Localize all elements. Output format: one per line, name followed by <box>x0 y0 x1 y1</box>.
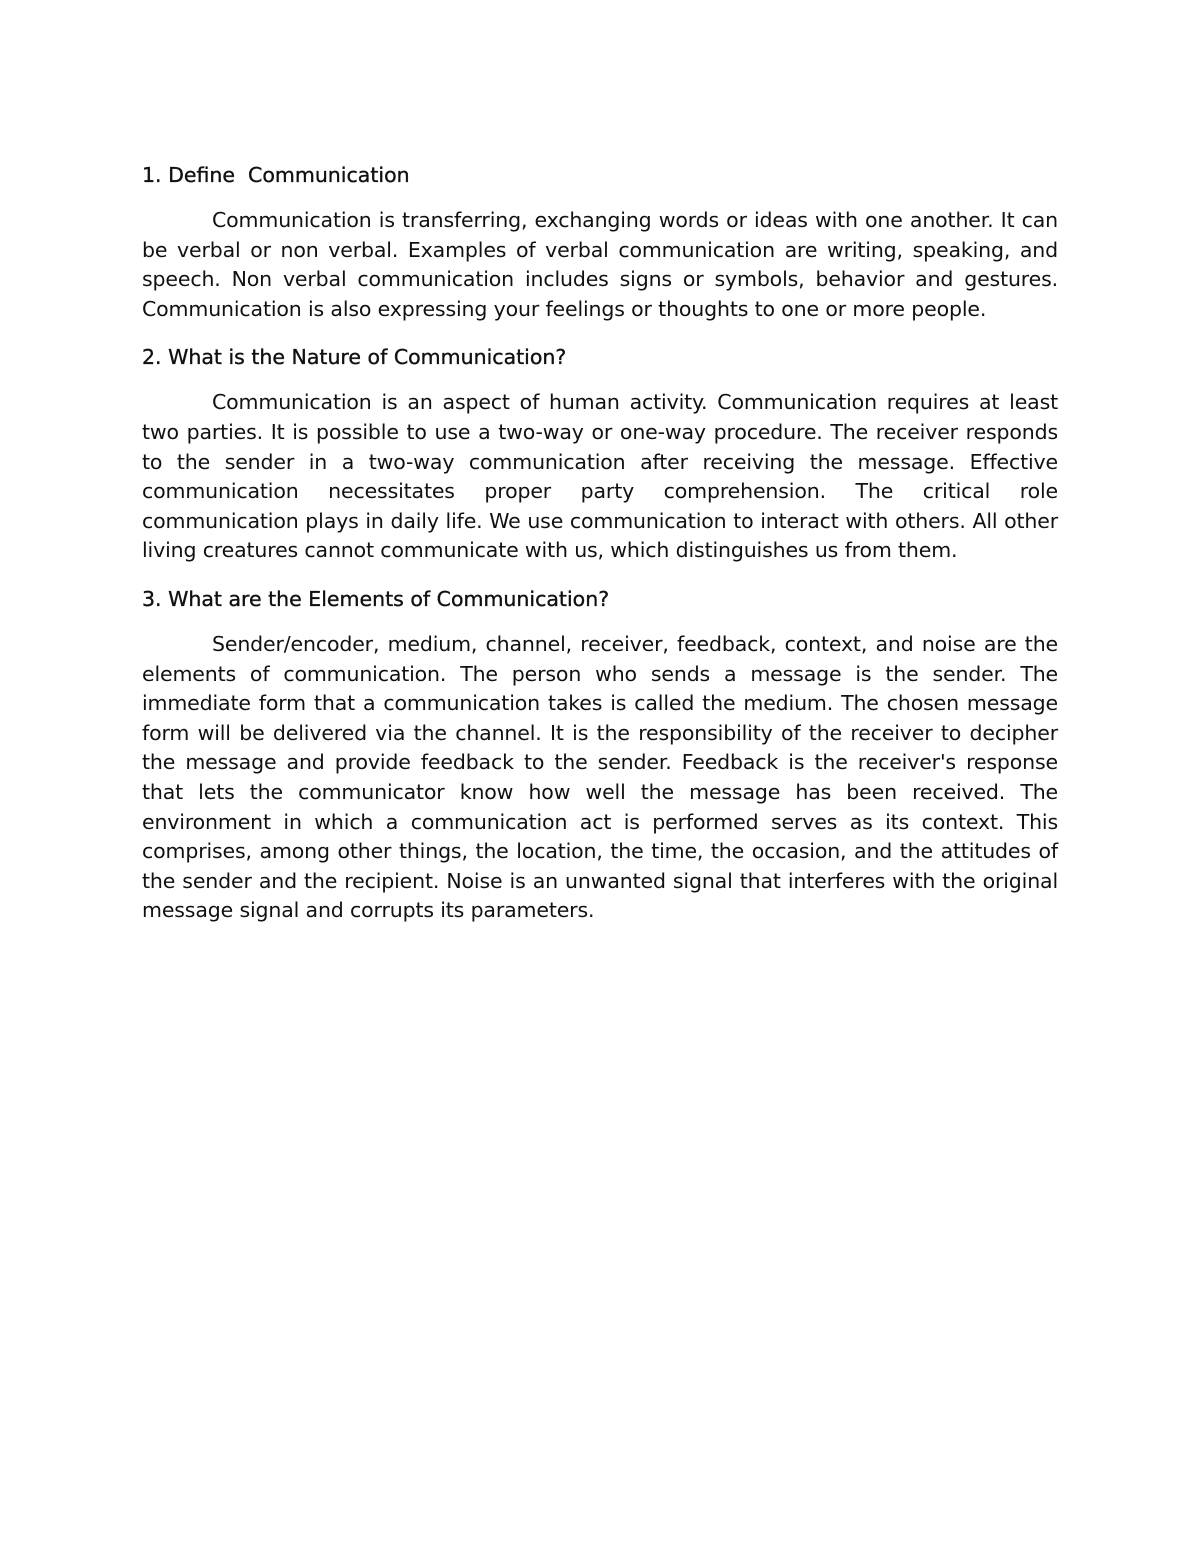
section-heading: 2. What is the Nature of Communication? <box>142 345 567 370</box>
section-body: Communication is an aspect of human activity. Communication requires at least two parties. It is possible to use a two-way or one-way procedure. The receiver responds to the sender in a two-way communication after receiving the message. Effective communication necessitates proper party comprehension. The critical role communication plays in daily life. We use communication to interact with others. All other living creatures cannot communicate with us, which distinguishes us from them. <box>142 390 1058 563</box>
section-body: Sender/encoder, medium, channel, receiver, feedback, context, and noise are the elements of communication. The person who sends a message is the sender. The immediate form that a communication takes is called the medium. The chosen message form will be delivered via the channel. It is the responsibility of the receiver to decipher the message and provide feedback to the sender. Feedback is the receiver's response that lets the communicator know how well the message has been received. The environment in which a communication act is performed serves as its context. This comprises, among other things, the location, the time, the occasion, and the attitudes of the sender and the recipient. Noise is an unwanted signal that interferes with the original message signal and corrupts its parameters. <box>142 631 1058 923</box>
section-elements-of-communication <box>142 584 1058 926</box>
document-content <box>142 160 1058 944</box>
section-nature-of-communication <box>142 342 1058 566</box>
section-heading: 1. Define Communication <box>142 163 410 187</box>
section-define-communication <box>142 160 1058 324</box>
section-heading: 3. What are the Elements of Communication? <box>142 586 610 611</box>
section-body: Communication is transferring, exchanging words or ideas with one another. It can be verbal or non verbal. Examples of verbal communication are writing, speaking, and speech. Non verbal communication includes signs or symbols, behavior and gestures. Communication is also expressing your feelings or thoughts to one or more people. <box>142 208 1058 321</box>
